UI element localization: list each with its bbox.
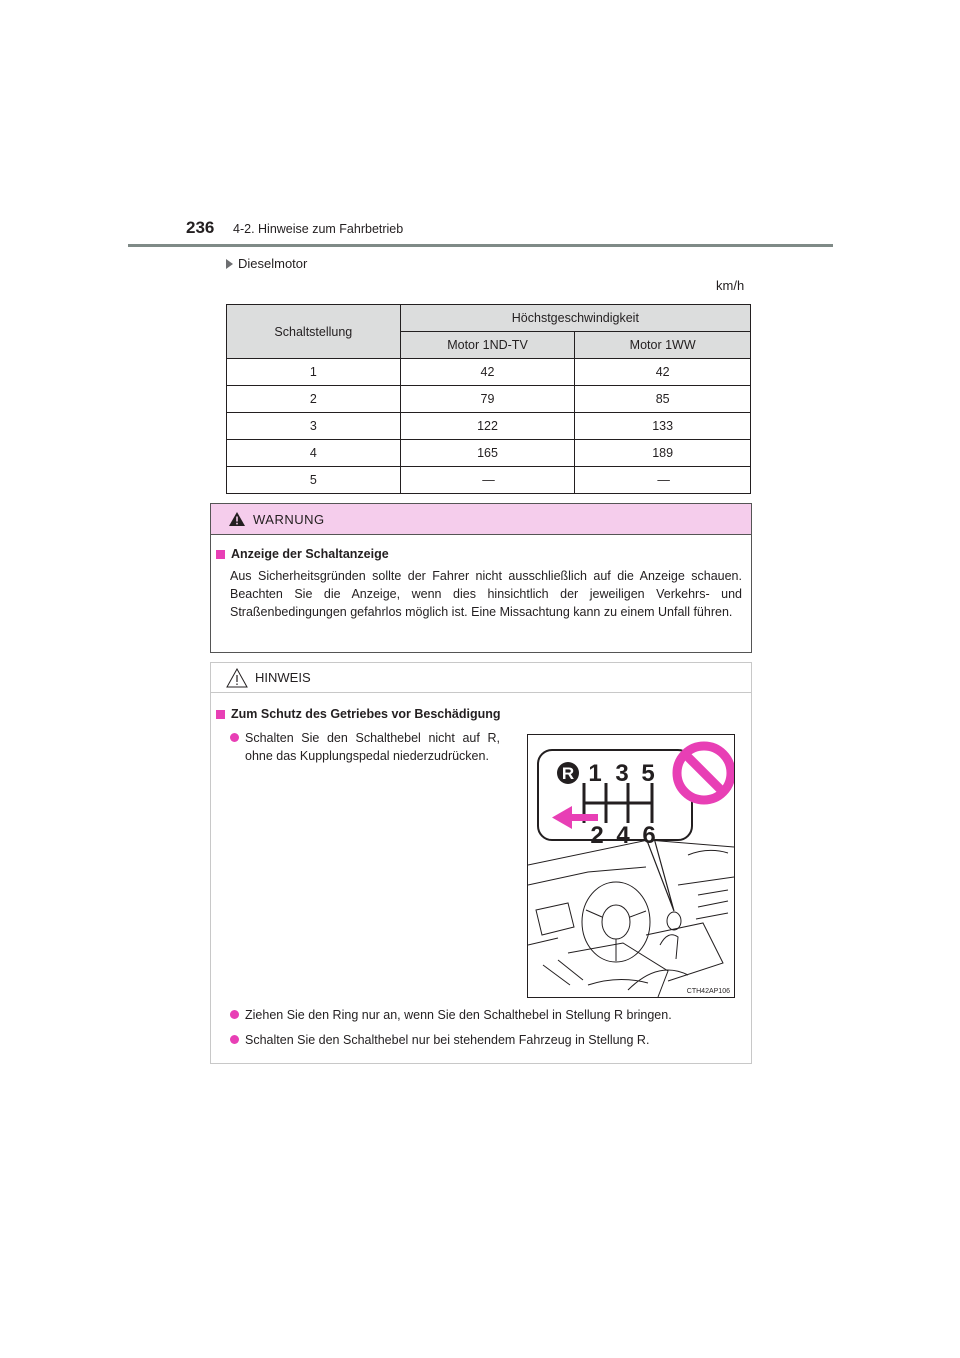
warning-title: WARNUNG: [253, 511, 325, 527]
prohibition-icon: [677, 746, 731, 800]
gear-cell: 4: [227, 440, 401, 467]
header-engine: Motor 1WW: [575, 332, 751, 359]
gear-label-4: 4: [616, 822, 630, 849]
speed-cell: 133: [575, 413, 751, 440]
speed-cell: 85: [575, 386, 751, 413]
list-item: [230, 729, 500, 765]
header-divider: [128, 244, 833, 247]
subsection-heading: [226, 256, 307, 271]
warning-box: [210, 503, 752, 653]
warning-item-label: Anzeige der Schaltanzeige: [231, 547, 389, 561]
subsection-label: Dieselmotor: [238, 256, 308, 271]
notice-title: HINWEIS: [255, 670, 311, 685]
circle-bullet-icon: [230, 1035, 239, 1044]
square-bullet-icon: [216, 710, 225, 719]
notice-header: [211, 663, 751, 693]
figure-code: CTH42AP106: [686, 988, 730, 995]
speed-cell: 122: [400, 413, 575, 440]
gear-cell: 5: [227, 467, 401, 494]
speed-cell: 42: [575, 359, 751, 386]
page-number: 236: [186, 218, 215, 237]
speed-cell: 42: [400, 359, 575, 386]
gear-label-5: 5: [641, 760, 655, 787]
list-item: [230, 1006, 740, 1024]
header-shift-position: Schaltstellung: [227, 305, 401, 359]
speed-cell: —: [575, 467, 751, 494]
speed-cell: 79: [400, 386, 575, 413]
warning-triangle-icon: [229, 512, 245, 526]
square-bullet-icon: [216, 550, 225, 559]
speed-cell: 189: [575, 440, 751, 467]
speed-cell: —: [400, 467, 575, 494]
header-engine: Motor 1ND-TV: [400, 332, 575, 359]
bullet-text: Ziehen Sie den Ring nur an, wenn Sie den Schalthebel in Stellung R bringen.: [245, 1008, 672, 1022]
speed-table: [226, 304, 751, 494]
header-max-speed: Höchstgeschwindigkeit: [400, 305, 750, 332]
bullet-text: Schalten Sie den Schalthebel nur bei stehendem Fahrzeug in Stellung R.: [245, 1033, 650, 1047]
table-row: [227, 386, 751, 413]
warning-item-title: [216, 547, 751, 561]
triangle-bullet-icon: [226, 259, 233, 269]
notice-item-label: Zum Schutz des Getriebes vor Beschädigung: [231, 707, 501, 721]
table-row: [227, 359, 751, 386]
gear-label-r: R: [561, 764, 575, 783]
caution-triangle-icon: [226, 668, 248, 688]
notice-box: [210, 662, 752, 1064]
list-item: [230, 1031, 740, 1049]
gear-label-3: 3: [615, 760, 629, 787]
circle-bullet-icon: [230, 733, 239, 742]
gear-label-1: 1: [588, 760, 602, 787]
gear-cell: 1: [227, 359, 401, 386]
gear-cell: 3: [227, 413, 401, 440]
circle-bullet-icon: [230, 1010, 239, 1019]
table-row: [227, 467, 751, 494]
section-title: 4-2. Hinweise zum Fahrbetrieb: [233, 222, 404, 236]
gearshift-illustration: [527, 734, 735, 998]
table-row: [227, 440, 751, 467]
speed-cell: 165: [400, 440, 575, 467]
gear-label-2: 2: [590, 822, 604, 849]
gear-cell: 2: [227, 386, 401, 413]
gear-label-6: 6: [642, 822, 656, 849]
notice-item-title: [216, 707, 751, 721]
warning-header: [211, 504, 751, 535]
table-row: [227, 413, 751, 440]
bullet-text: Schalten Sie den Schalthebel nicht auf R, ohne das Kupplungspedal niederzudrücken.: [245, 731, 500, 763]
warning-text: Aus Sicherheitsgründen sollte der Fahrer nicht ausschließlich auf die Anzeige schauen. Beachten Sie die Anzeige, wenn dies hinsichtlich der jeweiligen Verkehrs- und Straßenbedingungen gefahrlos möglich ist. Eine Missachtung kann zu einem Unfall führen.: [230, 569, 742, 619]
unit-label: km/h: [716, 278, 745, 293]
